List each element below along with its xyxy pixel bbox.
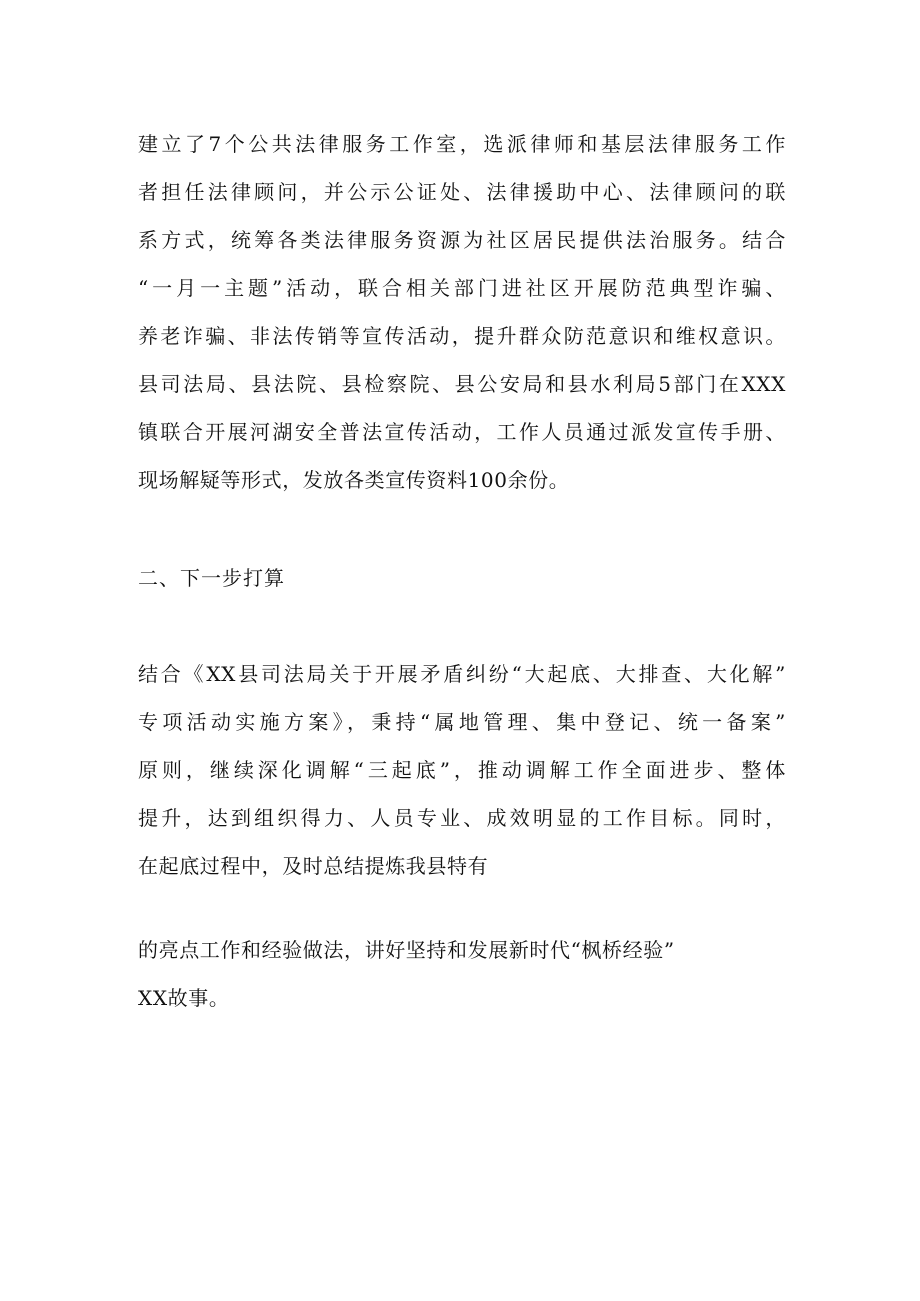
paragraph-line: 建立了7个公共法律服务工作室，选派律师和基层法律服务工作 <box>138 132 786 156</box>
paragraph-line: 原则，继续深化调解“三起底”，推动调解工作全面进步、整体 <box>138 758 786 782</box>
paragraph-line: “一月一主题”活动，联合相关部门进社区开展防范典型诈骗、 <box>138 276 786 300</box>
paragraph-line: 在起底过程中，及时总结提炼我县特有 <box>138 854 489 878</box>
paragraph-line: 现场解疑等形式，发放各类宣传资料100余份。 <box>138 468 570 492</box>
paragraph-line: 系方式，统筹各类法律服务资源为社区居民提供法治服务。结合 <box>138 228 786 252</box>
paragraph-line: 提升，达到组织得力、人员专业、成效明显的工作目标。同时， <box>138 806 786 830</box>
paragraph-line: 养老诈骗、非法传销等宣传活动，提升群众防范意识和维权意识。 <box>138 324 786 348</box>
paragraph-line: XX故事。 <box>138 986 230 1010</box>
paragraph-line: 镇联合开展河湖安全普法宣传活动，工作人员通过派发宣传手册、 <box>138 420 786 444</box>
paragraph-line: 结合《XX县司法局关于开展矛盾纠纷“大起底、大排查、大化解” <box>138 662 786 686</box>
paragraph-line: 的亮点工作和经验做法，讲好坚持和发展新时代“枫桥经验” <box>138 938 675 962</box>
paragraph-line: 专项活动实施方案》，秉持“属地管理、集中登记、统一备案” <box>138 710 786 734</box>
section-heading: 二、下一步打算 <box>138 566 285 590</box>
paragraph-line: 县司法局、县法院、县检察院、县公安局和县水利局5部门在XXX <box>138 372 786 396</box>
paragraph-line: 者担任法律顾问，并公示公证处、法律援助中心、法律顾问的联 <box>138 180 786 204</box>
